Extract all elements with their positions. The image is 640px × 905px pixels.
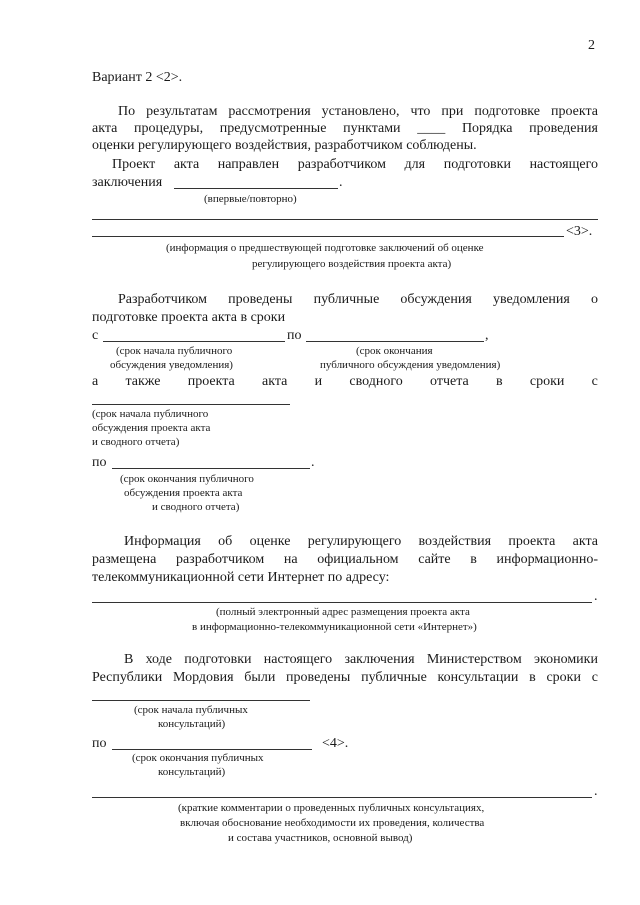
- p5-end: .: [594, 784, 598, 799]
- word: направлен: [217, 157, 280, 172]
- word: процедуры,: [134, 121, 204, 136]
- word: проведены: [286, 670, 351, 685]
- word: результатам: [146, 104, 218, 119]
- caption-end-act-l1: (срок окончания публичного: [120, 473, 254, 485]
- p2-line-1: [112, 157, 598, 173]
- p3-comma: ,: [485, 328, 489, 343]
- caption-end-notice-l1: (срок окончания: [356, 345, 433, 357]
- caption-end-consult-l1: (срок окончания публичных: [132, 752, 264, 764]
- blank-line-end-notice[interactable]: [306, 341, 484, 342]
- p4-line-1: [124, 534, 598, 550]
- word: официальном: [317, 552, 399, 567]
- caption-info-l2: регулирующего воздействия проекта акта): [252, 258, 452, 270]
- p3-line-1: [118, 292, 598, 308]
- caption-web-l1: (полный электронный адрес размещения проекта акта: [216, 606, 470, 618]
- word: воздействия: [418, 534, 492, 549]
- p2-line-2-end: .: [339, 175, 343, 190]
- blank-line-end-consult[interactable]: [112, 749, 312, 750]
- word: также: [125, 374, 161, 389]
- caption-comments-l1: (краткие комментарии о проведенных публичных консультациях,: [178, 802, 485, 814]
- p3-po2-word: по: [92, 455, 107, 470]
- word: с: [591, 670, 598, 685]
- caption-comments-l2: включая обоснование необходимости их проведения, количества: [180, 817, 485, 829]
- word: были: [244, 670, 276, 685]
- caption-end-notice-l2: публичного обсуждения уведомления): [320, 359, 501, 371]
- word: в: [495, 374, 503, 389]
- word: По: [118, 104, 136, 119]
- word: Разработчиком: [118, 292, 208, 307]
- word: консультации: [437, 670, 519, 685]
- blank-line-end-act[interactable]: [112, 468, 310, 469]
- word: разработчиком: [297, 157, 386, 172]
- word: при: [441, 104, 464, 119]
- p2-line-2-start: заключения: [92, 175, 163, 190]
- blank-line-start-act[interactable]: [92, 404, 290, 405]
- word: заключения: [344, 652, 415, 667]
- word: сроки: [546, 670, 581, 685]
- word: обсуждения: [400, 292, 472, 307]
- p3-po2-end: .: [311, 455, 315, 470]
- blank-line-first-repeat[interactable]: [174, 188, 338, 189]
- word: акта: [572, 534, 598, 549]
- word: проведены: [228, 292, 293, 307]
- p3-line-2: подготовке проекта акта в сроки: [92, 310, 286, 325]
- word: пунктами: [343, 121, 401, 136]
- caption-start-notice-l2: обсуждения уведомления): [110, 359, 233, 371]
- p1-line-1: [118, 104, 598, 120]
- blank-line-info-2[interactable]: [92, 236, 564, 237]
- word: подготовки: [443, 157, 511, 172]
- word: в: [470, 552, 477, 567]
- word: установлено,: [321, 104, 400, 119]
- caption-start-act-l3: и сводного отчета): [92, 436, 180, 448]
- caption-comments-l3: и состава участников, основной вывод): [228, 832, 413, 844]
- word: ходе: [145, 652, 172, 667]
- word: ____: [417, 121, 446, 136]
- word: информационно-: [496, 552, 598, 567]
- footnote-ref-3: <3>.: [566, 224, 593, 239]
- word: акта: [92, 121, 118, 136]
- caption-end-act-l3: и сводного отчета): [152, 501, 240, 513]
- word: сайте: [418, 552, 451, 567]
- word: отчета: [430, 374, 469, 389]
- word: разработчиком: [175, 552, 265, 567]
- word: подготовке: [474, 104, 540, 119]
- word: публичные: [361, 670, 427, 685]
- footnote-ref-4: <4>.: [322, 736, 349, 751]
- word: размещена: [92, 552, 157, 567]
- word: на: [283, 552, 298, 567]
- blank-line-web-address[interactable]: [92, 602, 592, 603]
- caption-info-l1: (информация о предшествующей подготовке заключений об оценке: [166, 242, 484, 254]
- word: сводного: [349, 374, 403, 389]
- p5-line-1: [124, 652, 598, 668]
- word: Министерством: [426, 652, 522, 667]
- word: с: [591, 374, 598, 389]
- caption-end-act-l2: обсуждения проекта акта: [124, 487, 243, 499]
- p3-po-word: по: [287, 328, 302, 343]
- p1-line-2: [92, 121, 598, 137]
- caption-start-notice-l1: (срок начала публичного: [116, 345, 233, 357]
- word: проекта: [187, 374, 235, 389]
- blank-line-start-consult[interactable]: [92, 700, 310, 701]
- p4-end: .: [594, 589, 598, 604]
- word: Информация: [124, 534, 201, 549]
- blank-line-comments[interactable]: [92, 797, 592, 798]
- word: публичные: [313, 292, 380, 307]
- blank-line-start-notice[interactable]: [103, 341, 285, 342]
- word: а: [92, 374, 99, 389]
- word: Республики: [92, 670, 163, 685]
- word: подготовки: [184, 652, 252, 667]
- page-number: 2: [588, 38, 595, 53]
- word: акта: [262, 374, 288, 389]
- word: что: [410, 104, 431, 119]
- caption-start-act-l1: (срок начала публичного: [92, 408, 209, 420]
- word: в: [529, 670, 536, 685]
- variant-heading: Вариант 2 <2>.: [92, 70, 183, 85]
- p5-line-2: [92, 670, 598, 686]
- word: проведения: [529, 121, 598, 136]
- p1-line-3: оценки регулирующего воздействия, разработчиком соблюдены.: [92, 138, 477, 153]
- word: настоящего: [529, 157, 598, 172]
- word: о: [590, 292, 598, 307]
- word: экономики: [534, 652, 598, 667]
- word: уведомления: [492, 292, 570, 307]
- word: и: [314, 374, 323, 389]
- word: Мордовия: [172, 670, 234, 685]
- word: об: [218, 534, 233, 549]
- word: проекта: [550, 104, 598, 119]
- word: оценке: [249, 534, 291, 549]
- word: рассмотрения: [228, 104, 311, 119]
- word: Порядка: [461, 121, 513, 136]
- word: регулирующего: [307, 534, 402, 549]
- p5-po-word: по: [92, 736, 107, 751]
- word: Проект: [112, 157, 156, 172]
- blank-line-info-1[interactable]: [92, 219, 598, 220]
- caption-start-consult-l2: консультаций): [158, 718, 226, 730]
- caption-start-consult-l1: (срок начала публичных: [134, 704, 248, 716]
- caption-first-repeat: (впервые/повторно): [204, 193, 297, 205]
- caption-web-l2: в информационно-телекоммуникационной сети «Интернет»): [192, 621, 477, 633]
- word: проекта: [508, 534, 556, 549]
- word: настоящего: [263, 652, 333, 667]
- word: для: [404, 157, 426, 172]
- word: сроки: [529, 374, 565, 389]
- caption-start-act-l2: обсуждения проекта акта: [92, 422, 211, 434]
- word: В: [124, 652, 134, 667]
- caption-end-consult-l2: консультаций): [158, 766, 226, 778]
- p4-line-2: [92, 552, 598, 568]
- p3-line-3: [92, 374, 598, 390]
- word: акта: [173, 157, 200, 172]
- p3-c-word: с: [92, 328, 99, 343]
- p4-line-3: телекоммуникационной сети Интернет по адресу:: [92, 570, 390, 585]
- word: предусмотренные: [219, 121, 327, 136]
